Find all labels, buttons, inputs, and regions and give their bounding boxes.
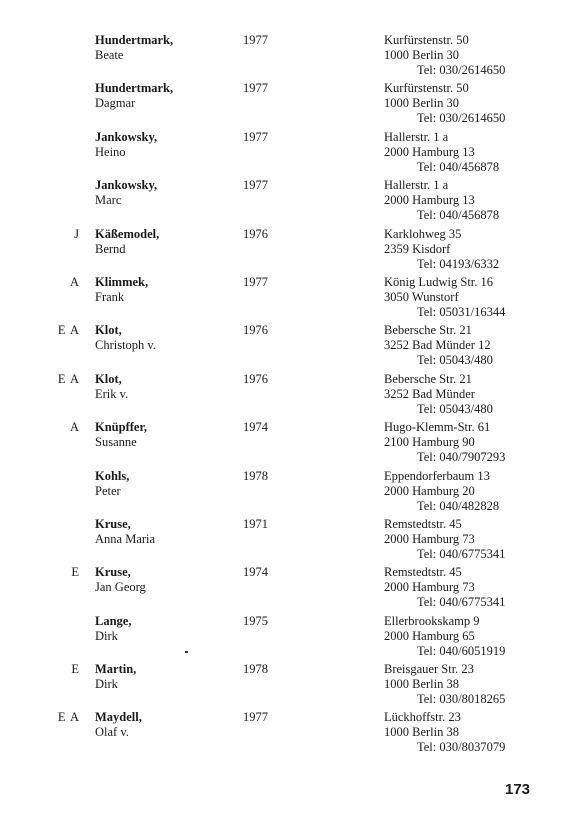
entry-tel: Tel: 040/456878 bbox=[417, 208, 500, 223]
entry-city: 3050 Wunstorf bbox=[384, 289, 459, 304]
entry-city: 1000 Berlin 38 bbox=[384, 725, 459, 740]
entry-city: 2000 Hamburg 73 bbox=[384, 580, 475, 595]
entry-surname: Jankowsky, bbox=[95, 129, 158, 144]
entry-tel: Tel: 040/7907293 bbox=[417, 450, 506, 465]
entry-surname: Kruse, bbox=[95, 565, 131, 580]
entry-year: 1977 bbox=[243, 274, 268, 289]
entry-surname: Hundertmark, bbox=[95, 81, 174, 96]
entry-surname: Käßemodel, bbox=[95, 226, 160, 241]
entry-year: 1978 bbox=[243, 468, 268, 483]
directory-entry bbox=[0, 517, 573, 565]
entry-surname: Klot, bbox=[95, 323, 122, 338]
entry-given: Jan Georg bbox=[95, 580, 146, 595]
entry-street: Kurfürstenstr. 50 bbox=[384, 33, 469, 47]
entry-street: Eppendorferbaum 13 bbox=[384, 468, 490, 483]
entry-surname: Maydell, bbox=[95, 710, 142, 725]
entry-street: Ellerbrookskamp 9 bbox=[384, 613, 480, 628]
entry-surname: Lange, bbox=[95, 613, 132, 628]
entry-year: 1976 bbox=[243, 226, 268, 241]
directory-entry bbox=[0, 565, 573, 613]
entry-city: 1000 Berlin 30 bbox=[384, 96, 459, 111]
entry-tel: Tel: 040/482828 bbox=[417, 498, 500, 513]
entry-year: 1974 bbox=[243, 420, 268, 435]
entry-year: 1976 bbox=[243, 323, 268, 338]
entry-given: Susanne bbox=[95, 435, 137, 450]
entry-surname: Kruse, bbox=[95, 516, 131, 531]
entry-city: 3252 Bad Münder 12 bbox=[384, 338, 491, 353]
entry-given: Marc bbox=[95, 193, 122, 208]
entry-given: Olaf v. bbox=[95, 725, 129, 740]
entry-street: Lückhoffstr. 23 bbox=[384, 710, 461, 725]
entry-street: Kurfürstenstr. 50 bbox=[384, 81, 469, 96]
entry-given: Dagmar bbox=[95, 96, 136, 111]
entry-city: 2000 Hamburg 13 bbox=[384, 193, 475, 208]
entry-tel: Tel: 040/6775341 bbox=[417, 595, 506, 610]
entry-mark: E A bbox=[57, 371, 80, 386]
entry-tel: Tel: 030/2614650 bbox=[417, 63, 506, 77]
entry-street: Breisgauer Str. 23 bbox=[384, 662, 474, 677]
directory-entry bbox=[0, 662, 573, 710]
print-speck bbox=[185, 651, 188, 653]
entry-tel: Tel: 05043/480 bbox=[417, 401, 493, 416]
entry-year: 1975 bbox=[243, 613, 268, 628]
entry-city: 2000 Hamburg 65 bbox=[384, 628, 475, 643]
entry-year: 1977 bbox=[243, 129, 268, 144]
entry-street: König Ludwig Str. 16 bbox=[384, 274, 494, 289]
entry-given: Dirk bbox=[95, 677, 118, 692]
entry-given: Peter bbox=[95, 483, 121, 498]
entry-given: Christoph v. bbox=[95, 338, 156, 353]
entry-given: Beate bbox=[95, 48, 124, 62]
directory-entry bbox=[0, 178, 573, 226]
entry-tel: Tel: 030/2614650 bbox=[417, 111, 506, 126]
directory-entry bbox=[0, 469, 573, 517]
directory-list bbox=[0, 33, 573, 759]
entry-street: Hallerstr. 1 a bbox=[384, 129, 449, 144]
directory-entry bbox=[0, 614, 573, 662]
entry-mark: E bbox=[71, 662, 80, 677]
entry-tel: Tel: 040/456878 bbox=[417, 159, 500, 174]
entry-surname: Martin, bbox=[95, 662, 137, 677]
entry-mark: E A bbox=[57, 323, 80, 338]
entry-surname: Klot, bbox=[95, 371, 122, 386]
entry-mark: E bbox=[71, 565, 80, 580]
entry-city: 2359 Kisdorf bbox=[384, 241, 451, 256]
entry-year: 1971 bbox=[243, 516, 268, 531]
entry-tel: Tel: 040/6775341 bbox=[417, 546, 506, 561]
entry-year: 1976 bbox=[243, 371, 268, 386]
directory-entry bbox=[0, 227, 573, 275]
page-number: 173 bbox=[505, 781, 531, 798]
entry-tel: Tel: 030/8037079 bbox=[417, 740, 506, 755]
entry-year: 1977 bbox=[243, 33, 268, 47]
entry-given: Anna Maria bbox=[95, 531, 156, 546]
entry-year: 1977 bbox=[243, 178, 268, 193]
entry-city: 2100 Hamburg 90 bbox=[384, 435, 475, 450]
entry-year: 1977 bbox=[243, 710, 268, 725]
entry-year: 1978 bbox=[243, 662, 268, 677]
entry-surname: Knüpffer, bbox=[95, 420, 147, 435]
entry-surname: Jankowsky, bbox=[95, 178, 158, 193]
entry-given: Heino bbox=[95, 144, 126, 159]
directory-entry bbox=[0, 323, 573, 371]
directory-entry bbox=[0, 420, 573, 468]
directory-entry bbox=[0, 33, 573, 81]
entry-city: 3252 Bad Münder bbox=[384, 386, 475, 401]
directory-entry bbox=[0, 710, 573, 758]
entry-mark: E A bbox=[57, 710, 80, 725]
entry-mark: J bbox=[74, 226, 80, 241]
entry-street: Karklohweg 35 bbox=[384, 226, 462, 241]
entry-city: 2000 Hamburg 73 bbox=[384, 531, 475, 546]
entry-given: Bernd bbox=[95, 241, 126, 256]
entry-given: Frank bbox=[95, 289, 125, 304]
entry-tel: Tel: 04193/6332 bbox=[417, 256, 500, 271]
entry-given: Erik v. bbox=[95, 386, 129, 401]
directory-entry bbox=[0, 372, 573, 420]
entry-street: Bebersche Str. 21 bbox=[384, 371, 472, 386]
directory-entry bbox=[0, 130, 573, 178]
entry-city: 2000 Hamburg 20 bbox=[384, 483, 475, 498]
entry-surname: Kohls, bbox=[95, 468, 130, 483]
directory-entry bbox=[0, 81, 573, 129]
entry-tel: Tel: 05043/480 bbox=[417, 353, 493, 368]
entry-street: Hugo-Klemm-Str. 61 bbox=[384, 420, 491, 435]
entry-tel: Tel: 05031/16344 bbox=[417, 304, 506, 319]
entry-year: 1974 bbox=[243, 565, 268, 580]
entry-city: 1000 Berlin 38 bbox=[384, 677, 459, 692]
entry-street: Remstedtstr. 45 bbox=[384, 565, 462, 580]
entry-street: Bebersche Str. 21 bbox=[384, 323, 472, 338]
entry-year: 1977 bbox=[243, 81, 268, 96]
directory-entry bbox=[0, 275, 573, 323]
entry-street: Remstedtstr. 45 bbox=[384, 516, 462, 531]
entry-mark: A bbox=[69, 420, 80, 435]
entry-street: Hallerstr. 1 a bbox=[384, 178, 449, 193]
entry-city: 2000 Hamburg 13 bbox=[384, 144, 475, 159]
entry-tel: Tel: 030/8018265 bbox=[417, 692, 506, 707]
entry-tel: Tel: 040/6051919 bbox=[417, 643, 506, 658]
entry-given: Dirk bbox=[95, 628, 118, 643]
entry-surname: Hundertmark, bbox=[95, 33, 174, 47]
entry-surname: Klimmek, bbox=[95, 274, 149, 289]
entry-mark: A bbox=[69, 274, 80, 289]
entry-city: 1000 Berlin 30 bbox=[384, 48, 459, 62]
